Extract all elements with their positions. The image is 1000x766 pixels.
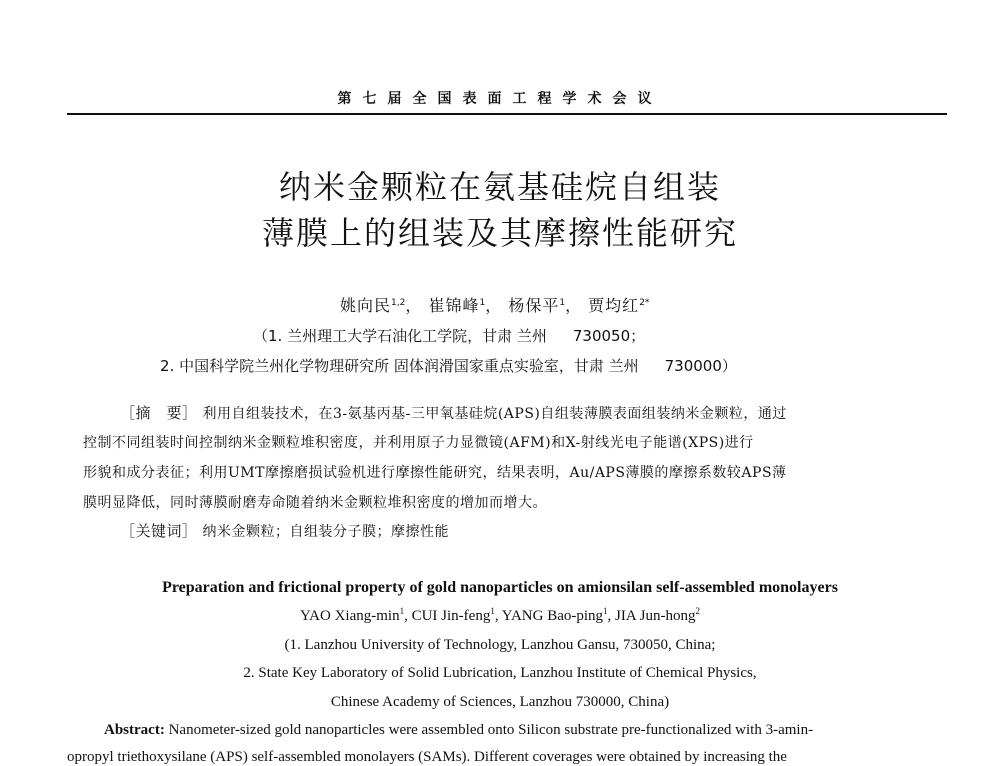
affiliation-text: 2. 中国科学院兰州化学物理研究所 固体润滑国家重点实验室，甘肃 兰州	[160, 357, 639, 375]
author-name: JIA Jun-hong	[615, 608, 696, 624]
author-name: CUI Jin-feng	[411, 608, 491, 624]
postal-code: 730000）	[664, 357, 737, 375]
english-affiliation-3: Chinese Academy of Sciences, Lanzhou 730000, China)	[330, 694, 670, 710]
english-abstract-label: Abstract:	[104, 722, 165, 738]
author-separator: ,	[404, 608, 412, 624]
author-affiliation-mark: 1	[479, 298, 486, 308]
english-abstract-text: Nanometer-sized gold nanoparticles were assembled onto Silicon substrate pre-functionalized with 3-amin-	[168, 722, 814, 738]
chinese-keywords	[120, 520, 449, 541]
author-affiliation-mark: 1	[490, 606, 495, 616]
chinese-abstract-line-4: 膜明显降低，同时薄膜耐磨寿命随着纳米金颗粒堆积密度的增加而增大。	[83, 495, 547, 511]
chinese-affiliation-2	[160, 355, 737, 376]
author-name: 杨保平	[508, 296, 560, 315]
author-affiliation-mark: 1,2	[391, 298, 406, 308]
chinese-abstract-line-1	[120, 402, 787, 423]
keywords-label: ［关键词］	[120, 522, 198, 540]
author-separator: ，	[405, 296, 423, 315]
keywords-text: 纳米金颗粒；自组装分子膜；摩擦性能	[202, 524, 449, 540]
english-abstract-line-1	[104, 722, 813, 739]
author-name: YAO Xiang-min	[300, 608, 400, 624]
english-affiliation-2: 2. State Key Laboratory of Solid Lubrication, Lanzhou Institute of Chemical Physics,	[243, 665, 757, 681]
postal-code: 730050；	[572, 327, 646, 345]
paper-title-line-1: 纳米金颗粒在氨基硅烷自组装	[278, 168, 721, 206]
author-separator: ，	[565, 296, 583, 315]
author-name: 姚向民	[340, 296, 392, 315]
paper-title-line-2: 薄膜上的组装及其摩擦性能研究	[261, 214, 738, 252]
author-affiliation-mark: 1	[559, 298, 566, 308]
author-affiliation-mark: 1	[399, 606, 405, 616]
author-affiliation-mark: 2	[695, 606, 700, 616]
author-name: YANG Bao-ping	[501, 608, 604, 624]
chinese-abstract-line-3: 形貌和成分表征；利用UMT摩擦磨损试验机进行摩擦性能研究，结果表明，Au/APS薄膜的摩擦系数较APS薄	[83, 465, 787, 481]
author-affiliation-mark: 1	[603, 606, 608, 616]
english-affiliation-1: (1. Lanzhou University of Technology, Lanzhou Gansu, 730050, China;	[284, 637, 716, 653]
author-separator: ,	[607, 608, 616, 624]
english-abstract-line-2: opropyl triethoxysilane (APS) self-assembled monolayers (SAMs). Different coverages were obtained by increasing the	[67, 749, 787, 765]
abstract-label: ［摘 要］	[120, 404, 198, 422]
author-name: 贾均红	[588, 296, 640, 315]
chinese-abstract-line-2: 控制不同组装时间控制纳米金颗粒堆积密度，并利用原子力显微镜(AFM)和X-射线光电子能谱(XPS)进行	[83, 435, 754, 451]
header-rule	[67, 113, 947, 115]
running-header: 第七届全国表面工程学术会议	[337, 91, 663, 107]
english-title: Preparation and frictional property of gold nanoparticles on amionsilan self-assembled monolayers	[162, 579, 838, 596]
abstract-text: 利用自组装技术，在3-氨基丙基-三甲氧基硅烷(APS)自组装薄膜表面组装纳米金颗粒，通过	[202, 406, 787, 422]
author-separator: ，	[485, 296, 503, 315]
english-authors	[0, 606, 1000, 625]
author-affiliation-mark: 2*	[639, 298, 650, 308]
chinese-authors	[340, 293, 649, 316]
chinese-affiliation-1	[253, 325, 645, 346]
author-separator: ,	[494, 608, 502, 624]
affiliation-text: （1. 兰州理工大学石油化工学院，甘肃 兰州	[253, 327, 547, 345]
author-name: 崔锦峰	[428, 296, 480, 315]
